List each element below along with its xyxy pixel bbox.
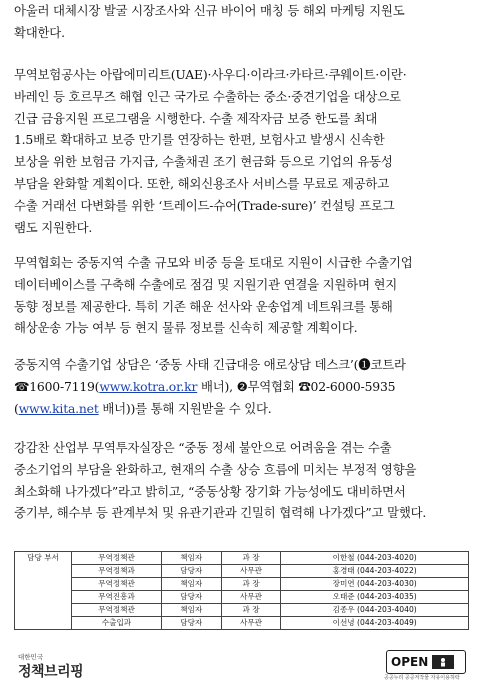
title-cell: 과 장 <box>221 604 281 617</box>
role-cell: 책임자 <box>161 552 221 565</box>
role-cell: 담당자 <box>161 591 221 604</box>
person-icon <box>434 657 452 667</box>
paragraph-3 <box>14 252 470 339</box>
text-line: 무역보험공사는 아랍에미리트(UAE)·사우디·이라크·카타르·쿠웨이트·이란· <box>14 67 407 82</box>
text-line: 1.5배로 확대하고 보증 만기를 연장하는 한편, 보험사고 발생시 신속한 <box>14 132 385 148</box>
text-line: 수출 거래선 다변화를 위한 ‘트레이드-슈어(Trade-sure)’ 컨설팅 프로그 <box>14 197 395 213</box>
person-cell: 오태준 (044-203-4035) <box>281 591 469 604</box>
person-cell: 김종우 (044-203-4040) <box>281 604 469 617</box>
table-row <box>15 565 469 578</box>
role-cell: 담당자 <box>161 617 221 630</box>
role-cell: 책임자 <box>161 604 221 617</box>
policy-briefing-logo <box>18 652 83 681</box>
person-cell: 장미연 (044-203-4030) <box>281 578 469 591</box>
text-line: 중소기업의 부담을 완화하고, 현재의 수출 상승 흐름에 미치는 부정적 영향을 <box>14 461 417 477</box>
paren-text: ( <box>14 400 19 416</box>
text-line: 해상운송 가능 여부 등 현지 물류 정보를 신속히 제공할 계획이다. <box>14 320 358 336</box>
dept-cell: 무역진흥과 <box>72 591 162 604</box>
person-cell: 이선녕 (044-203-4049) <box>281 617 469 630</box>
text-line: 강감찬 산업부 무역투자실장은 “중동 정세 불안으로 어려움을 겪는 수출 <box>14 440 392 455</box>
dept-cell: 무역정책관 <box>72 552 162 565</box>
table-row <box>15 552 469 565</box>
text-line: 확대한다. <box>14 24 65 40</box>
title-cell: 사무관 <box>221 617 281 630</box>
open-label: OPEN <box>391 655 429 669</box>
text-line: 보상을 위한 보험금 가지급, 수출채권 조기 현금화 등으로 기업의 유동성 <box>14 154 393 170</box>
dept-cell: 무역정책관 <box>72 604 162 617</box>
kogl-open-badge <box>386 650 466 674</box>
title-cell: 사무관 <box>221 591 281 604</box>
paragraph-5 <box>14 437 470 524</box>
text-line: 중기부, 해수부 등 관계부처 및 유관기관과 긴밀히 협력해 나가겠다”고 말했다. <box>14 505 427 521</box>
contact-table <box>14 551 469 630</box>
dept-cell: 무역정책관 <box>72 578 162 591</box>
logo-big-text: 정책브리핑 <box>18 664 84 680</box>
paragraph-2 <box>14 64 470 238</box>
kita-link[interactable]: www.kita.net <box>18 400 99 416</box>
text-line <box>14 376 470 398</box>
table-row <box>15 591 469 604</box>
table-row <box>15 617 469 630</box>
text-line: 램도 지원한다. <box>14 219 93 235</box>
title-cell: 사무관 <box>221 565 281 578</box>
dept-header-cell: 담당 부서 <box>15 552 72 630</box>
logo-small-text: 대한민국 <box>18 653 44 661</box>
text-line: 아울러 대체시장 발굴 시장조사와 신규 바이어 매칭 등 해외 마케팅 지원도 <box>14 3 405 18</box>
paragraph-1 <box>14 0 470 44</box>
paragraph-4 <box>14 354 470 419</box>
text-line: 데이터베이스를 구축해 수출에로 점검 및 지원기관 연결을 지원하며 현지 <box>14 276 397 292</box>
kita-phone-text: 배너), ❷무역협회 ☎02-6000-5935 <box>197 378 396 394</box>
dept-cell: 수출입과 <box>72 617 162 630</box>
kotra-link[interactable]: www.kotra.or.kr <box>99 378 198 394</box>
cc-by-icon <box>432 655 454 669</box>
kotra-phone-text: ☎1600-7119( <box>14 378 100 394</box>
role-cell: 책임자 <box>161 578 221 591</box>
text-line: 최소화해 나가겠다”라고 밝히고, “중동상황 장기화 가능성에도 대비하면서 <box>14 483 406 499</box>
open-caption: 공공누리 공공저작물 자유이용허락 <box>384 675 460 681</box>
person-cell: 이한철 (044-203-4020) <box>281 552 469 565</box>
text-line: 중동지역 수출기업 상담은 ‘중동 사태 긴급대응 애로상담 데스크’(❶코트라 <box>14 357 406 372</box>
title-cell: 과 장 <box>221 552 281 565</box>
text-line: 무역협회는 중동지역 수출 규모와 비중 등을 토대로 지원이 시급한 수출기업 <box>14 255 413 270</box>
table-row <box>15 604 469 617</box>
text-line <box>14 398 470 420</box>
closing-text: 배너))를 통해 지원받을 수 있다. <box>98 400 272 416</box>
dept-cell: 무역정책과 <box>72 565 162 578</box>
table-row <box>15 578 469 591</box>
person-cell: 홍경태 (044-203-4022) <box>281 565 469 578</box>
text-line: 동향 정보를 제공한다. 특히 기존 해운 선사와 운송업계 네트워크를 통해 <box>14 298 393 314</box>
text-line: 긴급 금융지원 프로그램을 시행한다. 수출 제작자금 보증 한도를 최대 <box>14 110 378 126</box>
text-line: 바레인 등 호르무즈 해협 인근 국가로 수출하는 중소·중견기업을 대상으로 <box>14 88 401 104</box>
text-line: 부담을 완화할 계획이다. 또한, 해외신용조사 서비스를 무료로 제공하고 <box>14 175 389 191</box>
role-cell: 담당자 <box>161 565 221 578</box>
title-cell: 과 장 <box>221 578 281 591</box>
